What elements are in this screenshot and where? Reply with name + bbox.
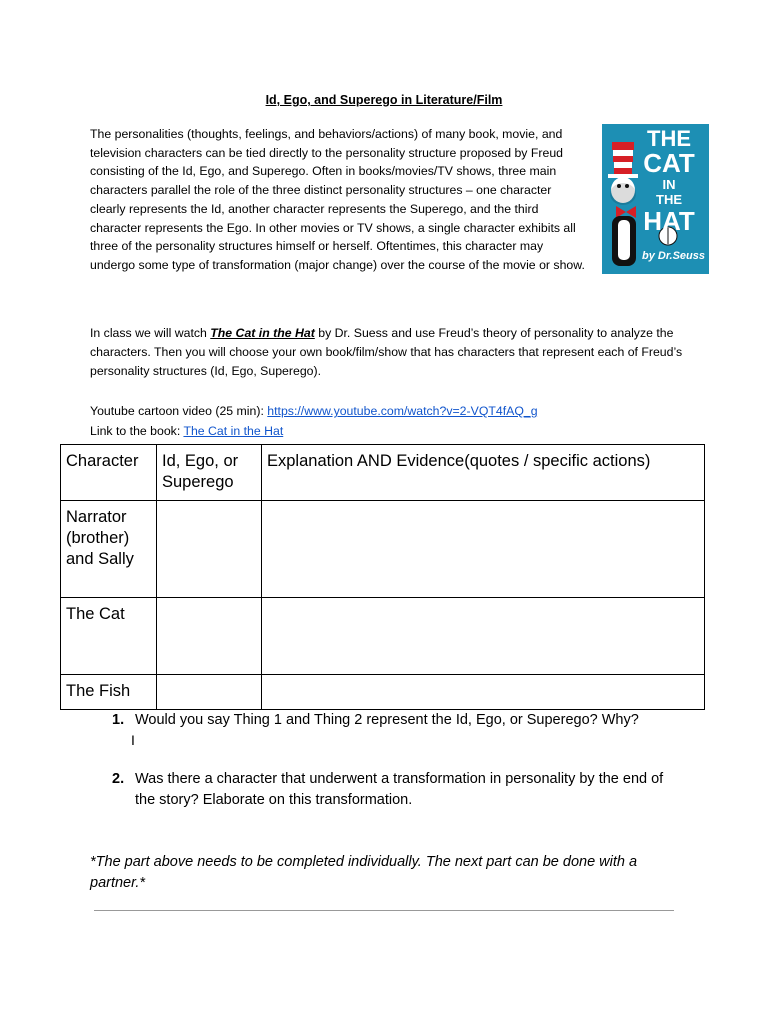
book-link-line [90,424,283,438]
class-paragraph [90,324,690,381]
intro-paragraph: The personalities (thoughts, feelings, and behaviors/actions) of many book, movie, and television characters can be tied directly to the personality structure proposed by Freud consisting of the Id, Ego, and Superego. Often in books/movies/TV shows, three main characters parallel the role of the three distinct personality structures – one character clearly represents the Id, another character represents the Superego, and the third character represents the Ego. In other movies or TV shows, a single character exhibits all three of the personality structures himself or herself. Oftentimes, this character may undergo some type of transformation (major change) over the course of the movie or show. [90,127,585,272]
cell-character: The Fish [61,675,157,710]
header-explanation: Explanation AND Evidence(quotes / specific actions) [262,445,705,501]
header-structure: Id, Ego, or Superego [157,445,262,501]
horizontal-divider [94,910,674,911]
question-number: 1. [112,712,125,728]
cell-structure[interactable] [157,501,262,598]
question-list [112,710,672,811]
instruction-note: *The part above needs to be completed individually. The next part can be done with a partner.* [90,854,638,891]
cover-title-in: IN [662,177,676,192]
cell-explanation[interactable] [262,675,705,710]
cell-character: Narrator (brother) and Sally [61,501,157,598]
cell-structure[interactable] [157,598,262,675]
question-text: Was there a character that underwent a transformation in personality by the end of the story? Elaborate on this transformation. [135,771,664,808]
cover-title-the: THE [647,126,691,151]
question-text: Would you say Thing 1 and Thing 2 represent the Id, Ego, or Superego? Why? [135,712,639,728]
youtube-link[interactable]: https://www.youtube.com/watch?v=2-VQT4fAQ_g [267,404,538,418]
video-label: Youtube cartoon video (25 min): [90,404,268,418]
cover-author: by Dr.Seuss [642,250,705,262]
class-paragraph-before: In class we will watch [90,326,211,340]
class-paragraph-after: by Dr. Suess and use Freud’s theory of personality to analyze the characters. Then you will choose your own book/film/show that has characters that represent each of Freud’s personality structures (Id, Ego, Superego). [90,326,683,378]
question-item [112,710,672,731]
character-analysis-table [60,444,705,710]
cover-title-cat: CAT [643,148,695,178]
table-row [61,501,705,598]
table-row [61,598,705,675]
table-header-row [61,445,705,501]
table-row [61,675,705,710]
page-title: Id, Ego, and Superego in Literature/Film [265,93,503,107]
book-title-emphasis: The Cat in the Hat [210,326,315,340]
cover-title-the2: THE [656,192,682,207]
book-link-label: Link to the book: [90,424,184,438]
cover-title-hat: HAT [643,206,695,236]
cell-character: The Cat [61,598,157,675]
header-character: Character [61,445,157,501]
video-line [90,404,538,418]
text-cursor-icon: I [131,732,135,748]
question-number: 2. [112,771,125,787]
book-cover-image [602,124,709,274]
book-link[interactable]: The Cat in the Hat [183,424,284,438]
cover-title [630,128,708,234]
cell-structure[interactable] [157,675,262,710]
cell-explanation[interactable] [262,501,705,598]
question-item [112,769,672,811]
cell-explanation[interactable] [262,598,705,675]
